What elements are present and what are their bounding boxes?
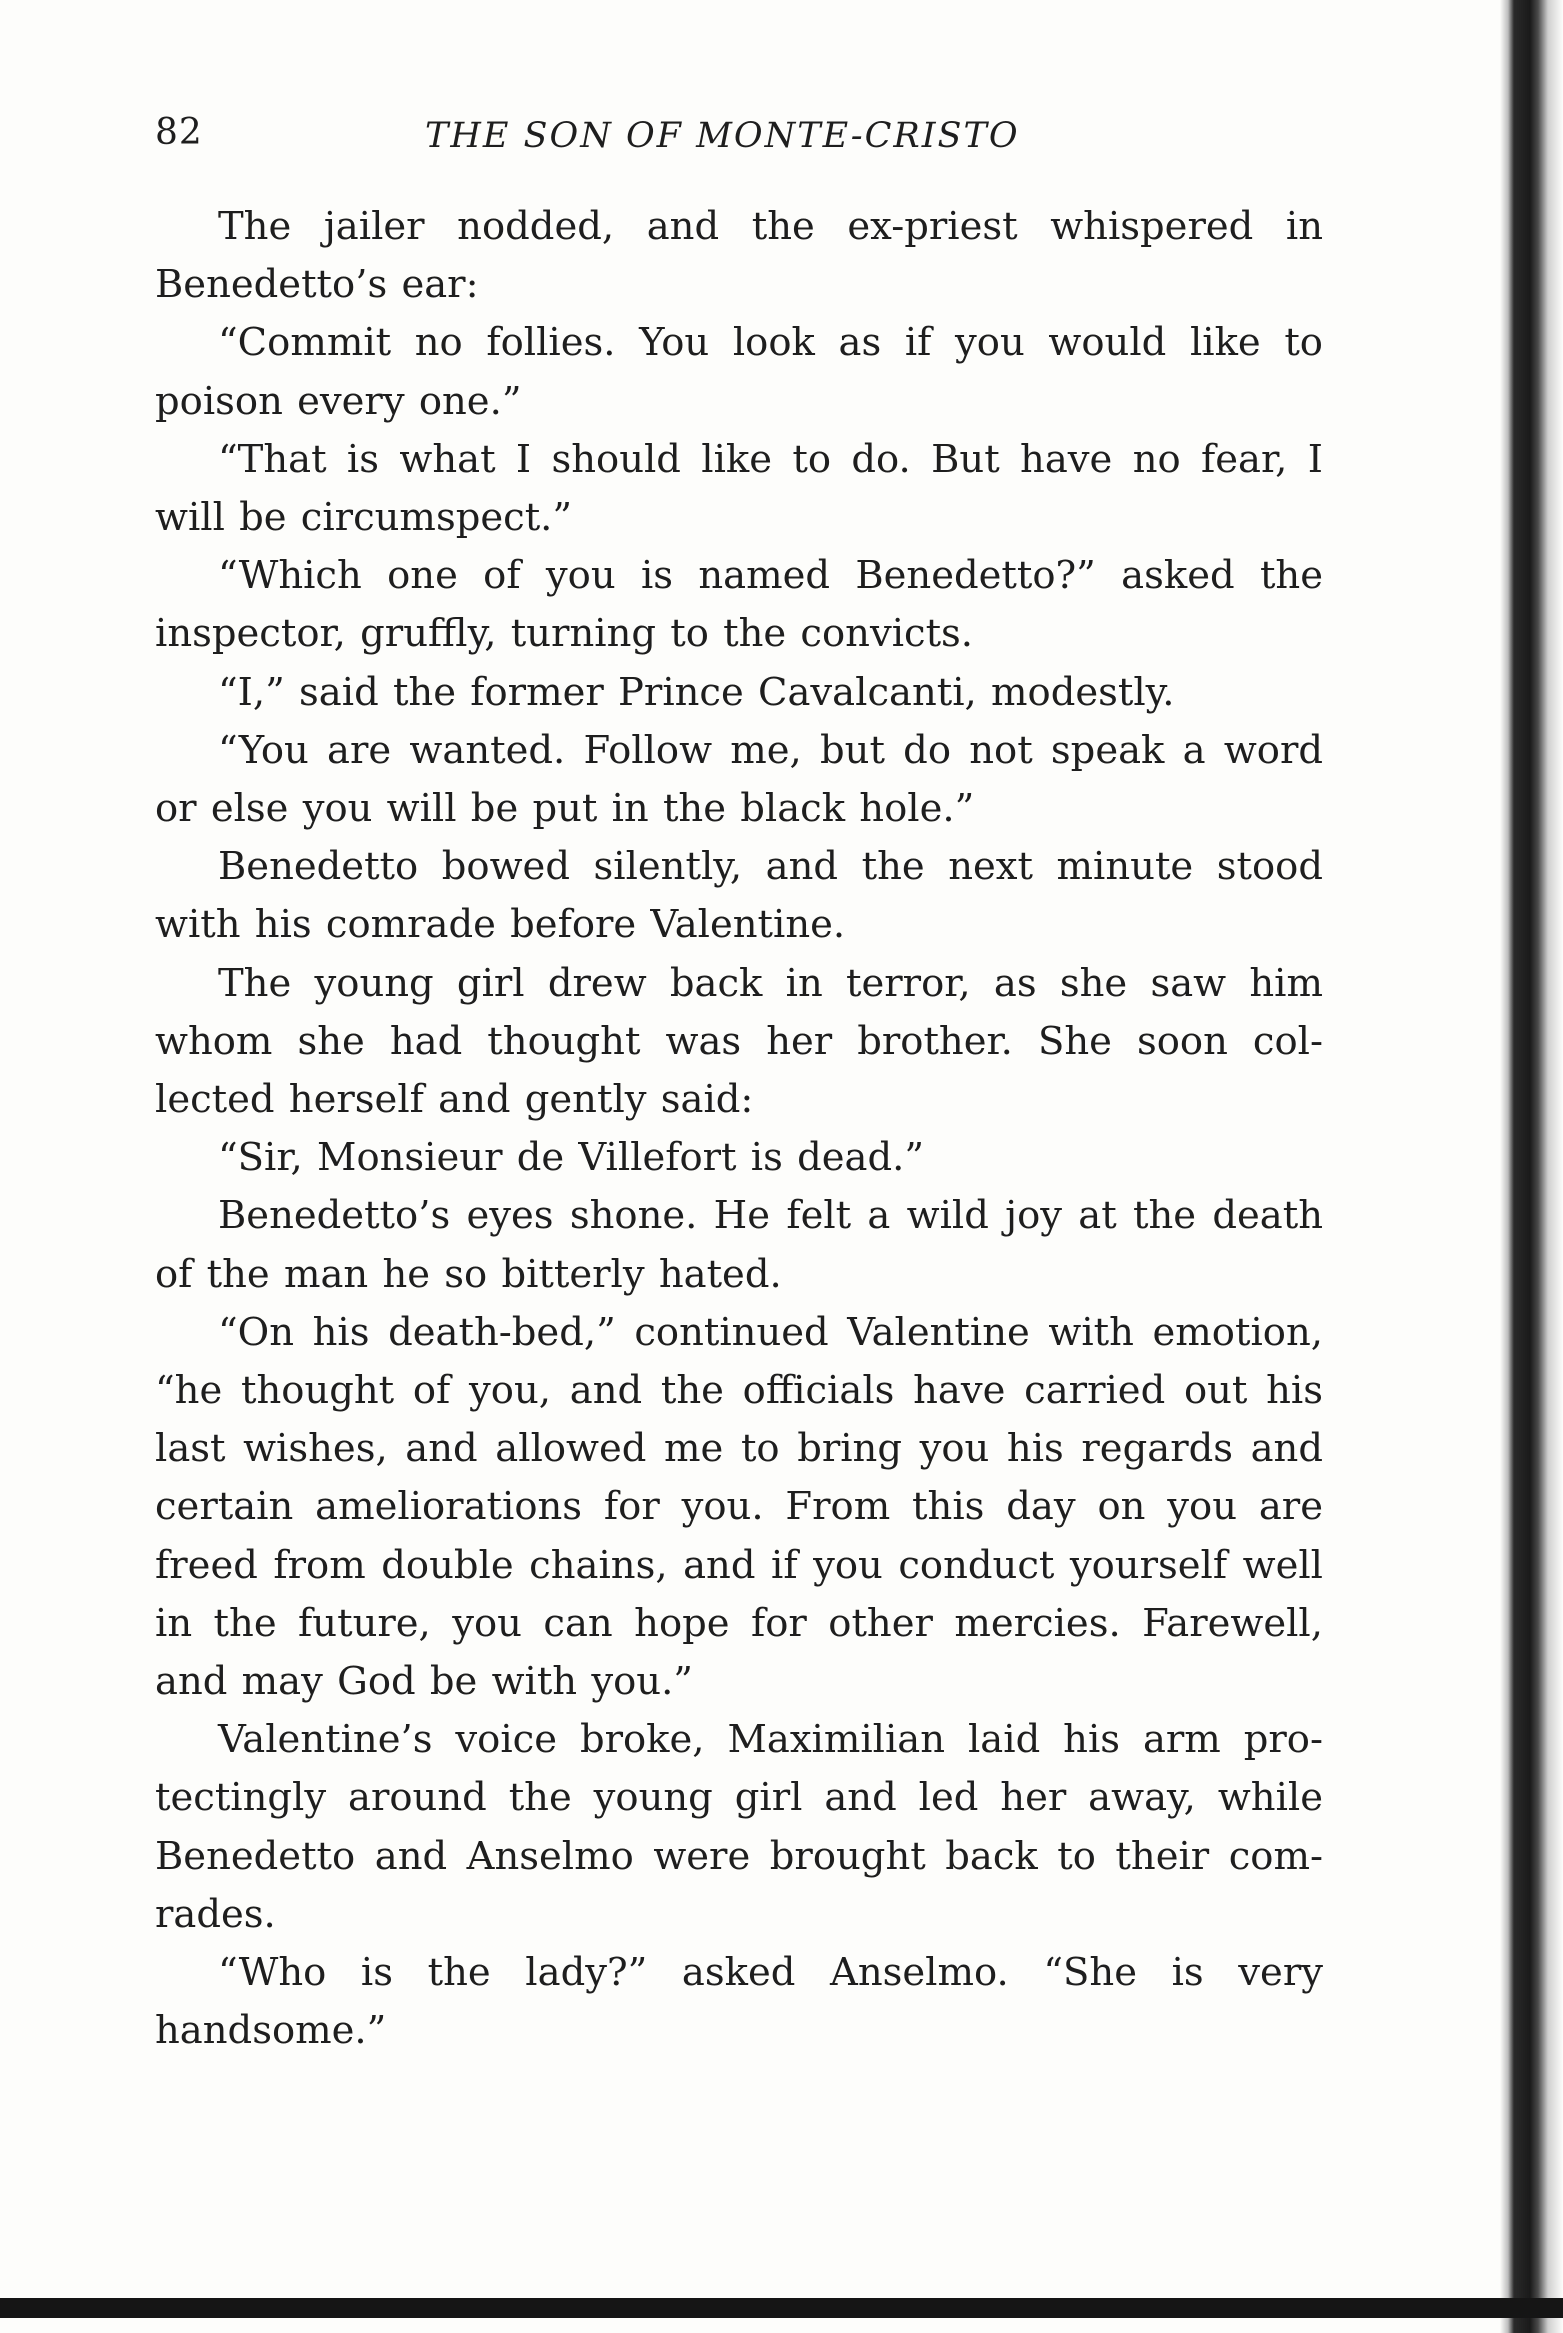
- paragraph: “Who is the lady?” asked Anselmo. “She is very handsome.”: [155, 1950, 1323, 2054]
- page-header: [155, 112, 1325, 162]
- paragraph: “I,” said the former Prince Cavalcanti, modestly.: [218, 669, 1175, 715]
- paragraph: “Which one of you is named Benedetto?” asked the inspector, gruffly, turning to the convicts.: [155, 553, 1323, 657]
- paragraph: Valentine’s voice broke, Maximilian laid his arm protectingly around the young girl and led her away, while Benedetto and Anselmo were brought back to their comrades.: [155, 1717, 1323, 1937]
- running-title: THE SON OF MONTE-CRISTO: [425, 116, 1020, 156]
- paragraph: Benedetto bowed silently, and the next minute stood with his comrade before Valentine.: [155, 844, 1323, 948]
- paragraph: “Commit no follies. You look as if you would like to poison every one.”: [155, 320, 1323, 424]
- paragraph: The young girl drew back in terror, as she saw him whom she had thought was her brother. She soon collected herself and gently said:: [155, 960, 1323, 1123]
- book-spine-shadow: [1500, 0, 1563, 2333]
- page-number: 82: [155, 112, 203, 153]
- paragraph: “You are wanted. Follow me, but do not speak a word or else you will be put in the black hole.”: [155, 727, 1323, 832]
- paragraph: The jailer nodded, and the ex-priest whispered in Benedetto’s ear:: [155, 204, 1323, 308]
- paragraph: “That is what I should like to do. But have no fear, I will be circumspect.”: [155, 436, 1323, 541]
- paragraph: “Sir, Monsieur de Villefort is dead.”: [218, 1135, 925, 1181]
- paragraph: “On his death-bed,” continued Valentine with emotion, “he thought of you, and the officials have carried out his last wishes, and allowed me to bring you his regards and certain ameliorations for you. From this day on you are freed from double chains, and if you conduct yourself well in the future, you can hope for other mercies. Farewell, and may God be with you.”: [155, 1309, 1323, 1705]
- body-text: [155, 198, 1323, 2061]
- bottom-edge-rule: [0, 2298, 1563, 2318]
- paragraph: Benedetto’s eyes shone. He felt a wild joy at the death of the man he so bitterly hated.: [155, 1193, 1323, 1297]
